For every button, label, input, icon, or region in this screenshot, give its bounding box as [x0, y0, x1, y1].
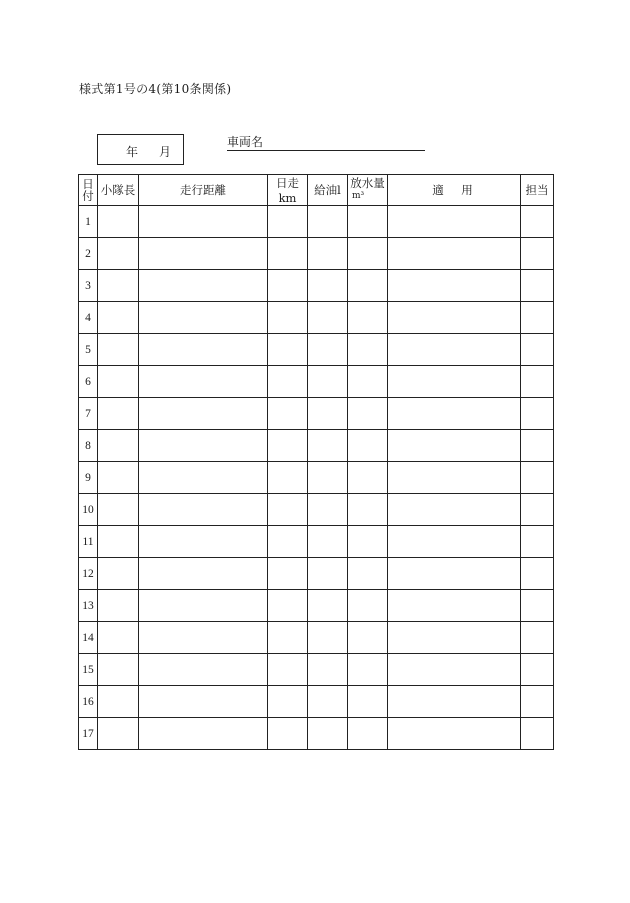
cell-fuel[interactable]: [308, 302, 348, 334]
year-month-box: [97, 134, 184, 165]
cell-fuel[interactable]: [308, 366, 348, 398]
cell-water[interactable]: [348, 686, 388, 718]
row-day-number: 14: [79, 622, 98, 654]
row-day-number: 1: [79, 206, 98, 238]
header-water-unit: m³: [352, 191, 365, 201]
table-row: [79, 334, 554, 366]
vehicle-name-field: [227, 135, 425, 151]
table-row: [79, 526, 554, 558]
cell-distance[interactable]: [139, 398, 268, 430]
cell-staff[interactable]: [521, 430, 554, 462]
table-row: [79, 366, 554, 398]
cell-distance[interactable]: [139, 206, 268, 238]
cell-fuel[interactable]: [308, 526, 348, 558]
cell-remarks[interactable]: [388, 334, 521, 366]
row-day-number: 16: [79, 686, 98, 718]
cell-leader[interactable]: [98, 270, 139, 302]
row-day-number: 9: [79, 462, 98, 494]
table-row: [79, 430, 554, 462]
cell-remarks[interactable]: [388, 462, 521, 494]
cell-leader[interactable]: [98, 558, 139, 590]
cell-daily-km[interactable]: [268, 334, 308, 366]
row-day-number: 11: [79, 526, 98, 558]
header-day-line1: 日: [82, 177, 94, 191]
cell-staff[interactable]: [521, 270, 554, 302]
cell-remarks[interactable]: [388, 558, 521, 590]
cell-fuel[interactable]: [308, 398, 348, 430]
cell-distance[interactable]: [139, 622, 268, 654]
cell-water[interactable]: [348, 654, 388, 686]
cell-leader[interactable]: [98, 430, 139, 462]
cell-remarks[interactable]: [388, 654, 521, 686]
cell-water[interactable]: [348, 238, 388, 270]
cell-fuel[interactable]: [308, 270, 348, 302]
cell-leader[interactable]: [98, 206, 139, 238]
cell-leader[interactable]: [98, 494, 139, 526]
header-row: [79, 175, 554, 206]
cell-distance[interactable]: [139, 238, 268, 270]
cell-staff[interactable]: [521, 686, 554, 718]
year-label: 年: [126, 145, 139, 159]
cell-remarks[interactable]: [388, 398, 521, 430]
cell-daily-km[interactable]: [268, 686, 308, 718]
table-row: [79, 238, 554, 270]
header-fuel: 給油l: [308, 175, 348, 206]
cell-distance[interactable]: [139, 686, 268, 718]
table-row: [79, 494, 554, 526]
cell-staff[interactable]: [521, 654, 554, 686]
cell-remarks[interactable]: [388, 366, 521, 398]
table-row: [79, 590, 554, 622]
cell-water[interactable]: [348, 590, 388, 622]
table-row: [79, 654, 554, 686]
row-day-number: 5: [79, 334, 98, 366]
cell-leader[interactable]: [98, 718, 139, 750]
row-day-number: 12: [79, 558, 98, 590]
cell-remarks[interactable]: [388, 686, 521, 718]
cell-staff[interactable]: [521, 334, 554, 366]
cell-fuel[interactable]: [308, 718, 348, 750]
cell-leader[interactable]: [98, 462, 139, 494]
cell-leader[interactable]: [98, 302, 139, 334]
cell-daily-km[interactable]: [268, 526, 308, 558]
cell-water[interactable]: [348, 398, 388, 430]
cell-water[interactable]: [348, 206, 388, 238]
cell-distance[interactable]: [139, 366, 268, 398]
cell-leader[interactable]: [98, 398, 139, 430]
table-row: [79, 558, 554, 590]
cell-staff[interactable]: [521, 558, 554, 590]
cell-remarks[interactable]: [388, 590, 521, 622]
cell-daily-km[interactable]: [268, 302, 308, 334]
cell-staff[interactable]: [521, 526, 554, 558]
row-day-number: 7: [79, 398, 98, 430]
header-staff: 担当: [521, 175, 554, 206]
cell-distance[interactable]: [139, 558, 268, 590]
cell-daily-km[interactable]: [268, 398, 308, 430]
row-day-number: 13: [79, 590, 98, 622]
row-day-number: 10: [79, 494, 98, 526]
cell-staff[interactable]: [521, 718, 554, 750]
cell-fuel[interactable]: [308, 622, 348, 654]
cell-staff[interactable]: [521, 206, 554, 238]
cell-daily-km[interactable]: [268, 718, 308, 750]
cell-daily-km[interactable]: [268, 590, 308, 622]
cell-remarks[interactable]: [388, 494, 521, 526]
cell-staff[interactable]: [521, 590, 554, 622]
table-row: [79, 398, 554, 430]
vehicle-log-table: [78, 174, 554, 750]
cell-fuel[interactable]: [308, 206, 348, 238]
row-day-number: 17: [79, 718, 98, 750]
cell-staff[interactable]: [521, 302, 554, 334]
cell-daily-km[interactable]: [268, 558, 308, 590]
cell-remarks[interactable]: [388, 238, 521, 270]
table-row: [79, 686, 554, 718]
cell-leader[interactable]: [98, 654, 139, 686]
log-body: [79, 206, 554, 750]
cell-distance[interactable]: [139, 270, 268, 302]
cell-water[interactable]: [348, 302, 388, 334]
cell-daily-km[interactable]: [268, 366, 308, 398]
table-row: [79, 206, 554, 238]
row-day-number: 2: [79, 238, 98, 270]
header-remarks: 適 用: [388, 175, 521, 206]
table-row: [79, 462, 554, 494]
row-day-number: 4: [79, 302, 98, 334]
header-leader: 小隊長: [98, 175, 139, 206]
cell-daily-km[interactable]: [268, 270, 308, 302]
row-day-number: 8: [79, 430, 98, 462]
month-label: 月: [159, 145, 172, 159]
cell-distance[interactable]: [139, 462, 268, 494]
cell-staff[interactable]: [521, 494, 554, 526]
cell-fuel[interactable]: [308, 590, 348, 622]
table-row: [79, 718, 554, 750]
header-water: [348, 175, 388, 206]
header-day-line2: 付: [82, 189, 94, 203]
cell-water[interactable]: [348, 558, 388, 590]
cell-fuel[interactable]: [308, 238, 348, 270]
cell-water[interactable]: [348, 494, 388, 526]
cell-distance[interactable]: [139, 718, 268, 750]
cell-fuel[interactable]: [308, 558, 348, 590]
header-day: [79, 175, 98, 206]
row-day-number: 15: [79, 654, 98, 686]
cell-daily-km[interactable]: [268, 462, 308, 494]
cell-staff[interactable]: [521, 398, 554, 430]
cell-water[interactable]: [348, 718, 388, 750]
cell-leader[interactable]: [98, 334, 139, 366]
cell-remarks[interactable]: [388, 302, 521, 334]
cell-distance[interactable]: [139, 590, 268, 622]
cell-distance[interactable]: [139, 334, 268, 366]
cell-leader[interactable]: [98, 622, 139, 654]
table-row: [79, 622, 554, 654]
cell-remarks[interactable]: [388, 622, 521, 654]
cell-distance[interactable]: [139, 654, 268, 686]
cell-water[interactable]: [348, 270, 388, 302]
cell-daily-km[interactable]: [268, 654, 308, 686]
cell-distance[interactable]: [139, 494, 268, 526]
cell-daily-km[interactable]: [268, 206, 308, 238]
cell-staff[interactable]: [521, 462, 554, 494]
cell-water[interactable]: [348, 366, 388, 398]
cell-leader[interactable]: [98, 238, 139, 270]
cell-fuel[interactable]: [308, 334, 348, 366]
cell-remarks[interactable]: [388, 718, 521, 750]
cell-water[interactable]: [348, 526, 388, 558]
cell-leader[interactable]: [98, 526, 139, 558]
table-row: [79, 302, 554, 334]
cell-daily-km[interactable]: [268, 238, 308, 270]
row-day-number: 3: [79, 270, 98, 302]
cell-leader[interactable]: [98, 686, 139, 718]
cell-water[interactable]: [348, 334, 388, 366]
cell-remarks[interactable]: [388, 526, 521, 558]
cell-daily-km[interactable]: [268, 494, 308, 526]
cell-fuel[interactable]: [308, 686, 348, 718]
cell-leader[interactable]: [98, 366, 139, 398]
cell-fuel[interactable]: [308, 654, 348, 686]
cell-distance[interactable]: [139, 526, 268, 558]
cell-staff[interactable]: [521, 238, 554, 270]
cell-water[interactable]: [348, 622, 388, 654]
cell-remarks[interactable]: [388, 270, 521, 302]
cell-water[interactable]: [348, 462, 388, 494]
cell-leader[interactable]: [98, 590, 139, 622]
cell-daily-km[interactable]: [268, 622, 308, 654]
cell-daily-km[interactable]: [268, 430, 308, 462]
cell-water[interactable]: [348, 430, 388, 462]
cell-staff[interactable]: [521, 622, 554, 654]
cell-fuel[interactable]: [308, 462, 348, 494]
cell-remarks[interactable]: [388, 430, 521, 462]
form-title: 様式第1号の4(第10条関係): [79, 82, 232, 96]
cell-staff[interactable]: [521, 366, 554, 398]
cell-fuel[interactable]: [308, 494, 348, 526]
cell-distance[interactable]: [139, 302, 268, 334]
row-day-number: 6: [79, 366, 98, 398]
cell-fuel[interactable]: [308, 430, 348, 462]
cell-remarks[interactable]: [388, 206, 521, 238]
header-daily-km: 日走km: [268, 175, 308, 206]
header-distance: 走行距離: [139, 175, 268, 206]
header-water-line1: 放水量: [350, 176, 385, 190]
vehicle-name-label: 車両名: [227, 135, 264, 149]
table-row: [79, 270, 554, 302]
cell-distance[interactable]: [139, 430, 268, 462]
